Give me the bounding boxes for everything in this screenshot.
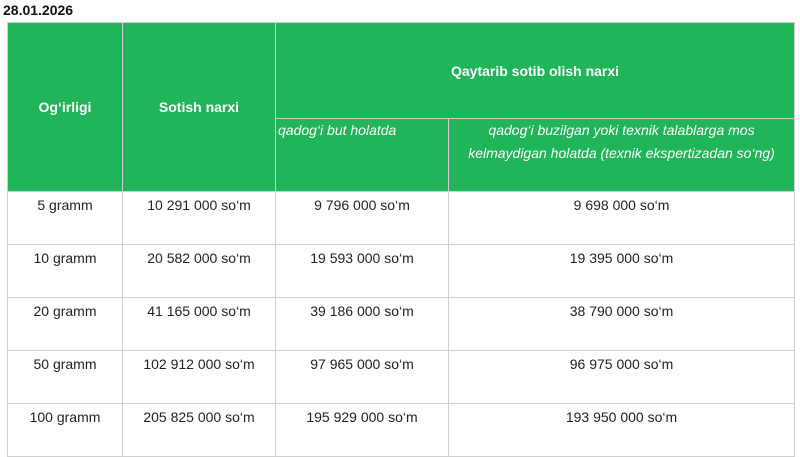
cell-intact: 9 796 000 so‘m: [276, 192, 449, 245]
table-row: [8, 351, 795, 404]
table-row: [8, 404, 795, 457]
cell-weight: 50 gramm: [8, 351, 123, 404]
cell-intact: 19 593 000 so‘m: [276, 245, 449, 298]
cell-damaged: 193 950 000 so‘m: [449, 404, 795, 457]
cell-intact: 195 929 000 so‘m: [276, 404, 449, 457]
cell-sale: 41 165 000 so‘m: [123, 298, 276, 351]
table-row: [8, 245, 795, 298]
cell-damaged: 9 698 000 so‘m: [449, 192, 795, 245]
cell-damaged: 19 395 000 so‘m: [449, 245, 795, 298]
cell-weight: 100 gramm: [8, 404, 123, 457]
date-label: 28.01.2026: [3, 2, 74, 18]
header-buyback-price: Qaytarib sotib olish narxi: [276, 23, 795, 119]
table-header: [8, 23, 795, 192]
table-row: [8, 298, 795, 351]
cell-damaged: 38 790 000 so‘m: [449, 298, 795, 351]
header-weight: Og‘irligi: [8, 23, 123, 192]
cell-weight: 20 gramm: [8, 298, 123, 351]
cell-sale: 10 291 000 so‘m: [123, 192, 276, 245]
header-buyback-damaged: qadog‘i buzilgan yoki texnik talablarga mos kelmaydigan holatda (texnik ekspertizadan so‘ng): [449, 119, 795, 192]
header-sale-price: Sotish narxi: [123, 23, 276, 192]
header-row-main: [8, 23, 795, 119]
cell-sale: 205 825 000 so‘m: [123, 404, 276, 457]
cell-damaged: 96 975 000 so‘m: [449, 351, 795, 404]
header-buyback-intact: qadog‘i but holatda: [276, 119, 449, 192]
price-table: [7, 22, 795, 457]
cell-sale: 20 582 000 so‘m: [123, 245, 276, 298]
table-body: [8, 192, 795, 457]
cell-intact: 39 186 000 so‘m: [276, 298, 449, 351]
table-row: [8, 192, 795, 245]
cell-weight: 5 gramm: [8, 192, 123, 245]
cell-intact: 97 965 000 so‘m: [276, 351, 449, 404]
cell-sale: 102 912 000 so‘m: [123, 351, 276, 404]
cell-weight: 10 gramm: [8, 245, 123, 298]
